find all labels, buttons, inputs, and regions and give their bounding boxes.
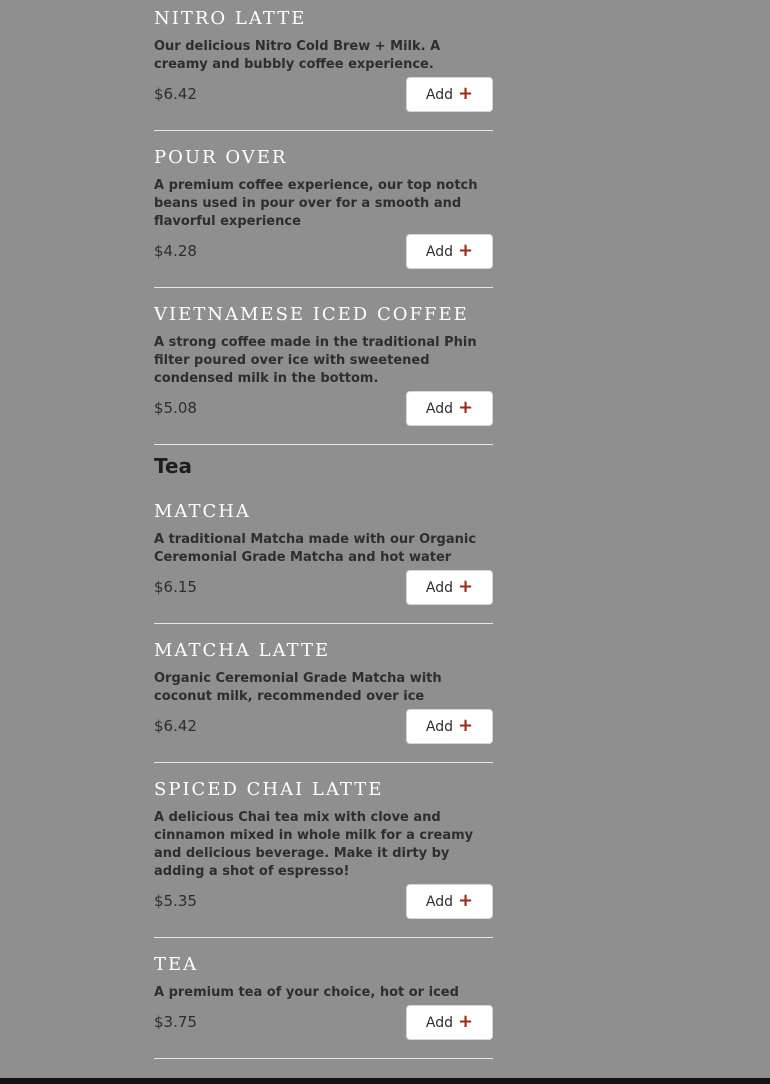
section-heading-tea: Tea — [154, 454, 193, 478]
plus-icon: + — [458, 575, 474, 597]
item-price: $3.75 — [154, 1013, 197, 1031]
item-price: $6.42 — [154, 85, 197, 103]
item-description: A traditional Matcha made with our Organic Ceremonial Grade Matcha and hot water — [154, 532, 477, 565]
add-to-cart-button[interactable] — [406, 884, 493, 919]
menu-item-nitro-latte — [154, 0, 493, 131]
item-price: $5.08 — [154, 399, 197, 417]
add-to-cart-button[interactable] — [406, 234, 493, 269]
item-name: NITRO LATTE — [154, 8, 307, 29]
item-name: MATCHA LATTE — [154, 640, 331, 661]
plus-icon: + — [458, 1010, 474, 1032]
item-name: MATCHA — [154, 501, 251, 522]
menu-item-vietnamese-iced-coffee — [154, 288, 493, 445]
item-description: Organic Ceremonial Grade Matcha with coconut milk, recommended over ice — [154, 671, 442, 704]
add-button-label: Add — [425, 400, 453, 417]
menu-item-tea — [154, 938, 493, 1059]
item-description: A premium tea of your choice, hot or iced — [154, 985, 459, 1000]
menu-item-pour-over — [154, 131, 493, 288]
item-name: TEA — [154, 954, 199, 975]
add-button-label: Add — [425, 243, 453, 260]
item-name: VIETNAMESE ICED COFFEE — [154, 304, 469, 325]
add-to-cart-button[interactable] — [406, 709, 493, 744]
plus-icon: + — [458, 82, 474, 104]
footer-bar — [0, 1078, 770, 1084]
item-description: A delicious Chai tea mix with clove and cinnamon mixed in whole milk for a creamy and delicious beverage. Make it dirty by adding a shot of espresso! — [154, 810, 474, 879]
item-price: $6.15 — [154, 578, 197, 596]
add-button-label: Add — [425, 86, 453, 103]
plus-icon: + — [458, 396, 474, 418]
menu-item-spiced-chai-latte — [154, 763, 493, 938]
plus-icon: + — [458, 714, 474, 736]
item-name: POUR OVER — [154, 147, 288, 168]
add-button-label: Add — [425, 1014, 453, 1031]
item-price: $4.28 — [154, 242, 197, 260]
menu-list — [154, 0, 493, 1059]
plus-icon: + — [458, 239, 474, 261]
add-button-label: Add — [425, 718, 453, 735]
item-name: SPICED CHAI LATTE — [154, 779, 384, 800]
item-description: A strong coffee made in the traditional Phin filter poured over ice with sweetened condensed milk in the bottom. — [154, 335, 477, 386]
item-price: $6.42 — [154, 717, 197, 735]
menu-item-matcha — [154, 445, 493, 624]
item-price: $5.35 — [154, 892, 197, 910]
item-description: Our delicious Nitro Cold Brew + Milk. A creamy and bubbly coffee experience. — [154, 39, 441, 72]
add-to-cart-button[interactable] — [406, 1005, 493, 1040]
plus-icon: + — [458, 889, 474, 911]
add-to-cart-button[interactable] — [406, 570, 493, 605]
add-button-label: Add — [425, 893, 453, 910]
add-to-cart-button[interactable] — [406, 77, 493, 112]
add-to-cart-button[interactable] — [406, 391, 493, 426]
item-description: A premium coffee experience, our top notch beans used in pour over for a smooth and flavorful experience — [154, 178, 478, 229]
add-button-label: Add — [425, 579, 453, 596]
menu-item-matcha-latte — [154, 624, 493, 763]
